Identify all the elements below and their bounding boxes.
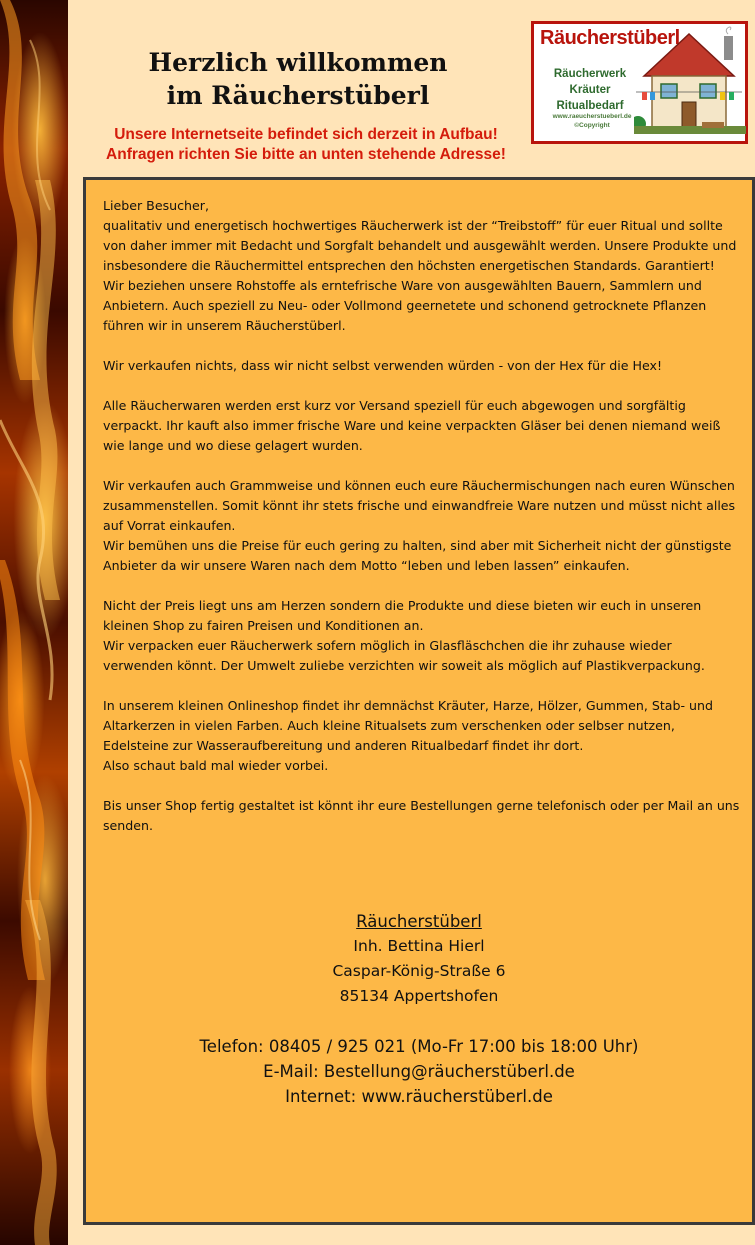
logo-name: Räucherstüberl	[540, 27, 680, 49]
notice-line-2: Anfragen richten Sie bitte an unten stehende Adresse!	[106, 146, 506, 163]
main-content-panel	[83, 177, 755, 1225]
paragraph-prices: Wir bemühen uns die Preise für euch gering zu halten, sind aber mit Sicherheit nicht der günstigste Anbieter da wir unsere Waren nach dem Motto “leben und leben lassen” einkaufen.	[103, 538, 732, 573]
logo-copyright: ©Copyright	[574, 122, 610, 129]
logo-line-ritualbedarf: Ritualbedarf	[556, 100, 624, 112]
contact-website[interactable]: Internet: www.räucherstüberl.de	[285, 1087, 553, 1106]
greeting: Lieber Besucher,	[103, 198, 209, 213]
paragraph-sourcing: Wir beziehen unsere Rohstoffe als erntefrische Ware von ausgewählten Bauern, Sammlern und Anbietern. Auch speziell zu Neu- oder Vollmond geernetete und schonend getrocknete Pflanzen führen wir in unserem Räucherstüberl.	[103, 278, 707, 333]
house-illustration-icon	[634, 26, 746, 140]
notice-line-1: Unsere Internetseite befindet sich derzeit in Aufbau!	[114, 126, 498, 143]
flame-shapes	[0, 0, 68, 1245]
logo-url-copyright	[536, 112, 648, 130]
contact-address	[86, 909, 752, 1109]
logo-url: www.raeucherstueberl.de	[552, 113, 632, 120]
address-shop-name: Räucherstüberl	[356, 912, 482, 931]
paragraph-fair-prices: Nicht der Preis liegt uns am Herzen sondern die Produkte und diese bieten wir euch in unseren kleinen Shop zu fairen Preisen und Konditionen an.	[103, 598, 702, 633]
page-header	[68, 0, 755, 178]
address-owner: Inh. Bettina Hierl	[353, 937, 485, 955]
fire-decoration-image	[0, 0, 68, 1245]
shop-logo	[531, 21, 748, 144]
paragraph-custom-mixes: Wir verkaufen auch Grammweise und können euch eure Räuchermischungen nach euren Wünschen zusammenstellen. Somit könnt ihr stets frische und einwandfreie Ware nutzen und müsst nicht alles auf Vorrat einkaufen.	[103, 478, 736, 533]
paragraph-packaging: Wir verpacken euer Räucherwerk sofern möglich in Glasfläschchen die ihr zuhause wieder verwenden könnt. Der Umwelt zuliebe verzichten wir soweit als möglich auf Plastikverpackung.	[103, 638, 705, 673]
paragraph-motto: Wir verkaufen nichts, dass wir nicht selbst verwenden würden - von der Hex für die Hex!	[103, 358, 663, 373]
paragraph-freshness: Alle Räucherwaren werden erst kurz vor Versand speziell für euch abgewogen und sorgfältig verpackt. Ihr kauft also immer frische Ware und keine verpackten Gläser bei denen niemand weiß wie lange und wo diese gelagert wurden.	[103, 398, 721, 453]
logo-line-kraeuter: Kräuter	[569, 84, 611, 96]
contact-phone: Telefon: 08405 / 925 021 (Mo-Fr 17:00 bis 18:00 Uhr)	[199, 1037, 639, 1056]
paragraph-orders: Bis unser Shop fertig gestaltet ist könnt ihr eure Bestellungen gerne telefonisch oder per Mail an uns senden.	[103, 798, 740, 833]
address-city: 85134 Appertshofen	[339, 987, 499, 1005]
construction-notice	[78, 125, 534, 165]
paragraph-visit-again: Also schaut bald mal wieder vorbei.	[103, 758, 329, 773]
welcome-text	[103, 196, 744, 856]
address-street: Caspar-König-Straße 6	[332, 962, 506, 980]
paragraph-quality: qualitativ und energetisch hochwertiges Räucherwerk ist der “Treibstoff” für euer Ritual und sollte von daher immer mit Bedacht und Sorgfalt behandelt und ausgewählt werden. Unsere Produkte und insbesondere die Räuchermittel entsprechen den höchsten energetischen Standards. Garantiert!	[103, 218, 737, 273]
logo-line-raeucherwerk: Räucherwerk	[553, 68, 627, 80]
paragraph-shop-range: In unserem kleinen Onlineshop findet ihr demnächst Kräuter, Harze, Hölzer, Gummen, Stab- und Altarkerzen in vielen Farben. Auch kleine Ritualsets zum verschenken oder selbser nutzen, Edelsteine zur Wasseraufbereitung und anderen Ritualbedarf findet ihr dort.	[103, 698, 714, 753]
logo-tagline	[538, 66, 642, 114]
contact-email[interactable]: E-Mail: Bestellung@räucherstüberl.de	[263, 1062, 575, 1081]
page-title: Herzlich willkommen im Räucherstüberl	[148, 48, 448, 110]
